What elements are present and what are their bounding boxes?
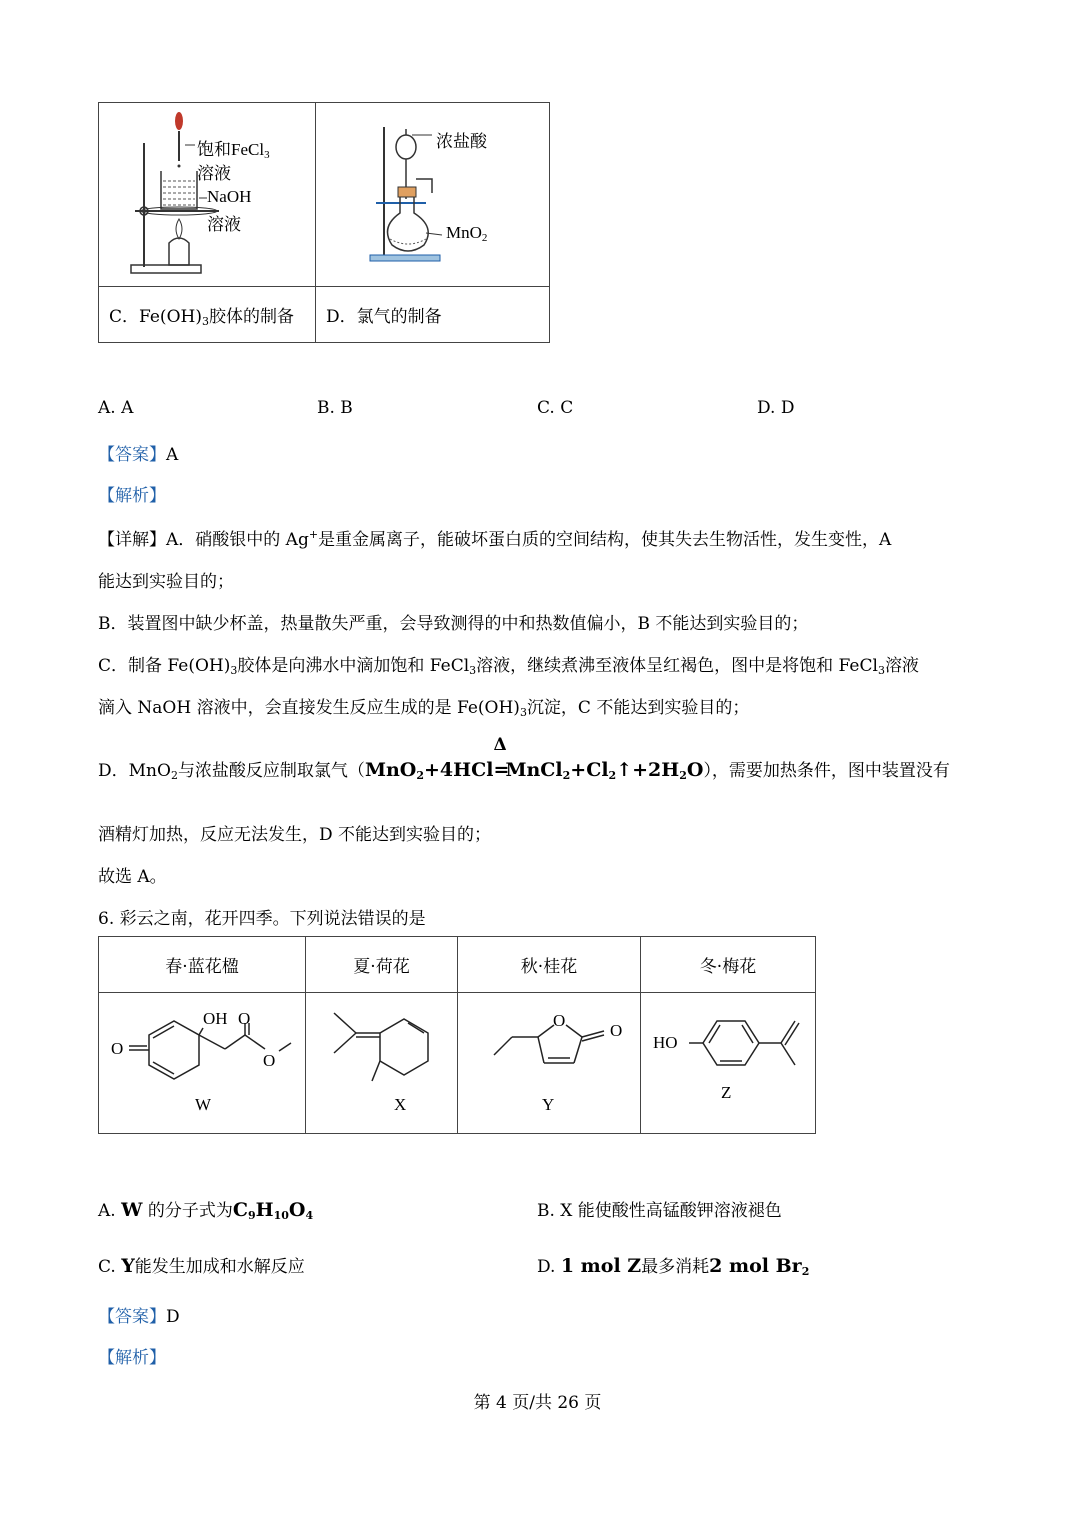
compound-x-label: X xyxy=(394,1095,407,1114)
compounds-table xyxy=(98,936,816,1134)
compound-y-cell xyxy=(458,993,641,1134)
q6-option-c: C. Y能发生加成和水解反应 xyxy=(98,1255,305,1277)
compound-z-cell xyxy=(641,993,816,1134)
detail-d-line2: 酒精灯加热，反应无法发生，D 不能达到实验目的； xyxy=(98,825,492,845)
caption-c: C．$Fe(OH)_3$胶体的制备 xyxy=(99,287,316,343)
compound-y-label: Y xyxy=(542,1095,555,1114)
solution-label-1: 溶液 xyxy=(197,164,231,183)
conc-hcl-label: 浓盐酸 xyxy=(436,132,487,151)
answer-line-2: 【答案】D xyxy=(98,1307,180,1327)
y-atom-o1: O xyxy=(553,1011,566,1030)
detail-c-line2: 滴入 NaOH 溶液中，会直接发生反应生成的是 $Fe(OH)_3$沉淀，C 不能达到实验目的； xyxy=(98,698,750,719)
compound-x-cell xyxy=(306,993,458,1134)
w-atom-o1: O xyxy=(111,1039,124,1058)
chlorine-equation: MnO$_2$+4HCl Δ $=MnCl_2+Cl_2↑+2H_2O$ xyxy=(364,735,704,782)
detail-a-line2: 能达到实验目的； xyxy=(98,572,234,592)
detail-d-line1: D．MnO$_2$与浓盐酸反应制取氯气（MnO$_2$+4HCl Δ $=MnCl_2+Cl_2↑+2H_2O$），需要加热条件，图中装置没有 xyxy=(98,735,950,782)
fecl3-label: 饱和FeCl$_3$ xyxy=(197,140,270,161)
detail-c-line1: C．制备 $Fe(OH)_3$胶体是向沸水中滴加饱和 FeCl$_3$溶液，继续煮沸至液体呈红褐色，图中是将饱和 FeCl$_3$溶液 xyxy=(98,656,919,677)
solution-label-2: 溶液 xyxy=(207,215,241,234)
q6-option-a: A. W 的分子式为$C_9H_{10}O_4$ xyxy=(98,1199,314,1222)
detail-conclusion: 故选 A。 xyxy=(98,867,167,887)
chlorine-apparatus-figure xyxy=(316,103,549,287)
y-atom-o2: O xyxy=(610,1021,623,1040)
apparatus-d-cell xyxy=(316,103,550,287)
apparatus-c-cell xyxy=(99,103,316,287)
header-autumn: 秋·桂花 xyxy=(458,937,641,993)
option-b: B. B xyxy=(317,398,353,418)
apparatus-table xyxy=(98,102,550,343)
detail-a-line1: 【详解】A．硝酸银中的 Ag+是重金属离子，能破坏蛋白质的空间结构，使其失去生物活性，发生变性，A xyxy=(98,528,892,550)
mno2-label: MnO$_2$ xyxy=(446,223,488,244)
compound-x-structure xyxy=(306,993,457,1134)
compound-z-label: Z xyxy=(721,1083,732,1102)
z-atom-ho: HO xyxy=(653,1033,678,1052)
caption-d: D．氯气的制备 xyxy=(316,287,550,343)
header-summer: 夏·荷花 xyxy=(306,937,458,993)
compound-w-cell xyxy=(99,993,306,1134)
header-winter: 冬·梅花 xyxy=(641,937,816,993)
analysis-label-2: 【解析】 xyxy=(98,1348,166,1368)
q6-option-d: D. 1 mol Z最多消耗2 mol $Br_2$ xyxy=(537,1255,810,1278)
q6-option-b: B. X 能使酸性高锰酸钾溶液褪色 xyxy=(537,1201,782,1221)
naoh-label: NaOH xyxy=(207,187,252,206)
question-6-stem: 6. 彩云之南，花开四季。下列说法错误的是 xyxy=(98,909,426,929)
header-spring: 春·蓝花楹 xyxy=(99,937,306,993)
option-c: C. C xyxy=(537,398,574,418)
w-atom-oh: OH xyxy=(203,1009,228,1028)
detail-b: B．装置图中缺少杯盖，热量散失严重，会导致测得的中和热数值偏小，B 不能达到实验目的； xyxy=(98,614,809,634)
w-atom-o2: O xyxy=(238,1009,251,1028)
answer-line-1: 【答案】A xyxy=(98,445,179,465)
option-d: D. D xyxy=(757,398,795,418)
compound-z-structure xyxy=(641,993,815,1134)
w-atom-o3: O xyxy=(263,1051,276,1070)
analysis-label-1: 【解析】 xyxy=(98,486,166,506)
option-a: A. A xyxy=(98,398,134,418)
compound-w-label: W xyxy=(195,1095,212,1114)
page-footer: 第 4 页/共 26 页 xyxy=(473,1393,602,1413)
